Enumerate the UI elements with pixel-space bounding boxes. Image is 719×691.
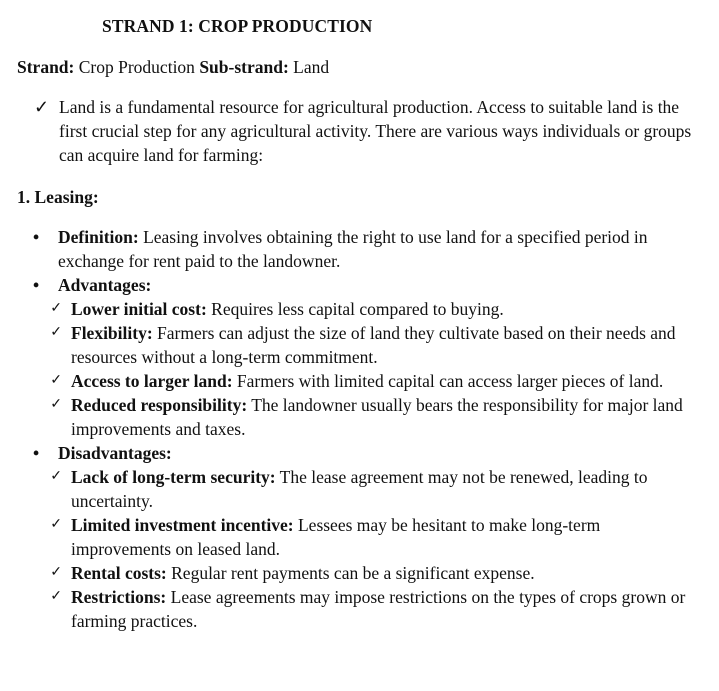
item-text: Requires less capital compared to buying.: [211, 299, 504, 319]
list-item: [30, 585, 695, 633]
bullet-icon: •: [33, 443, 40, 463]
check-icon: ✓: [50, 589, 62, 604]
disadvantages-sublist: [30, 465, 695, 633]
item-text: Farmers can adjust the size of land they cultivate based on their needs and resources without a long-term commitment.: [71, 323, 676, 367]
item-label: Lower initial cost:: [71, 299, 207, 319]
item-text: Farmers with limited capital can access larger pieces of land.: [236, 371, 664, 391]
disadvantages-item: [30, 441, 695, 465]
intro-paragraph: [34, 95, 694, 167]
check-icon: ✓: [50, 397, 62, 412]
advantages-sublist: [30, 297, 695, 441]
check-icon: ✓: [50, 301, 62, 316]
item-text: Lessees may be hesitant to make long-term improvements on leased land.: [71, 515, 601, 559]
item-text: The landowner usually bears the responsibility for major land improvements and taxes.: [71, 395, 683, 439]
disadvantages-label: Disadvantages:: [58, 443, 172, 463]
leasing-list: [30, 225, 695, 633]
list-item: [30, 561, 695, 585]
strand-line: [17, 55, 329, 79]
advantages-item: [30, 273, 695, 297]
advantages-sublist-wrap: [30, 297, 695, 441]
check-icon: ✓: [50, 325, 62, 340]
disadvantages-sublist-wrap: [30, 465, 695, 633]
section-heading: 1. Leasing:: [17, 187, 99, 207]
advantages-label: Advantages:: [58, 275, 152, 295]
list-item: [30, 369, 695, 393]
substrand-label: Sub-strand:: [199, 57, 289, 77]
item-text: Regular rent payments can be a significant expense.: [171, 563, 535, 583]
strand-label: Strand:: [17, 57, 75, 77]
check-icon: ✓: [50, 565, 62, 580]
check-icon: ✓: [50, 517, 62, 532]
item-label: Access to larger land:: [71, 371, 233, 391]
intro-text: Land is a fundamental resource for agricultural production. Access to suitable land is the first crucial step for any agricultural activity. There are various ways individuals or groups can acquire land for farming:: [59, 97, 692, 165]
list-item: [30, 513, 695, 561]
bullet-icon: •: [33, 227, 40, 247]
checkmark-icon: ✓: [34, 97, 50, 117]
list-item: [30, 321, 695, 369]
item-text: The lease agreement may not be renewed, leading to uncertainty.: [71, 467, 648, 511]
check-icon: ✓: [50, 469, 62, 484]
page-title: STRAND 1: CROP PRODUCTION: [102, 16, 373, 36]
item-label: Lack of long-term security:: [71, 467, 276, 487]
item-label: Limited investment incentive:: [71, 515, 294, 535]
definition-item: [30, 225, 695, 273]
list-item: [30, 297, 695, 321]
strand-value: Crop Production: [78, 57, 195, 77]
list-item: [30, 465, 695, 513]
item-label: Reduced responsibility:: [71, 395, 248, 415]
list-item: [30, 393, 695, 441]
item-label: Flexibility:: [71, 323, 153, 343]
item-label: Rental costs:: [71, 563, 167, 583]
bullet-icon: •: [33, 275, 40, 295]
check-icon: ✓: [50, 373, 62, 388]
item-label: Restrictions:: [71, 587, 167, 607]
substrand-value: Land: [293, 57, 330, 77]
definition-text: Leasing involves obtaining the right to use land for a specified period in exchange for rent paid to the landowner.: [58, 227, 648, 271]
item-text: Lease agreements may impose restrictions on the types of crops grown or farming practices.: [71, 587, 686, 631]
definition-label: Definition:: [58, 227, 139, 247]
